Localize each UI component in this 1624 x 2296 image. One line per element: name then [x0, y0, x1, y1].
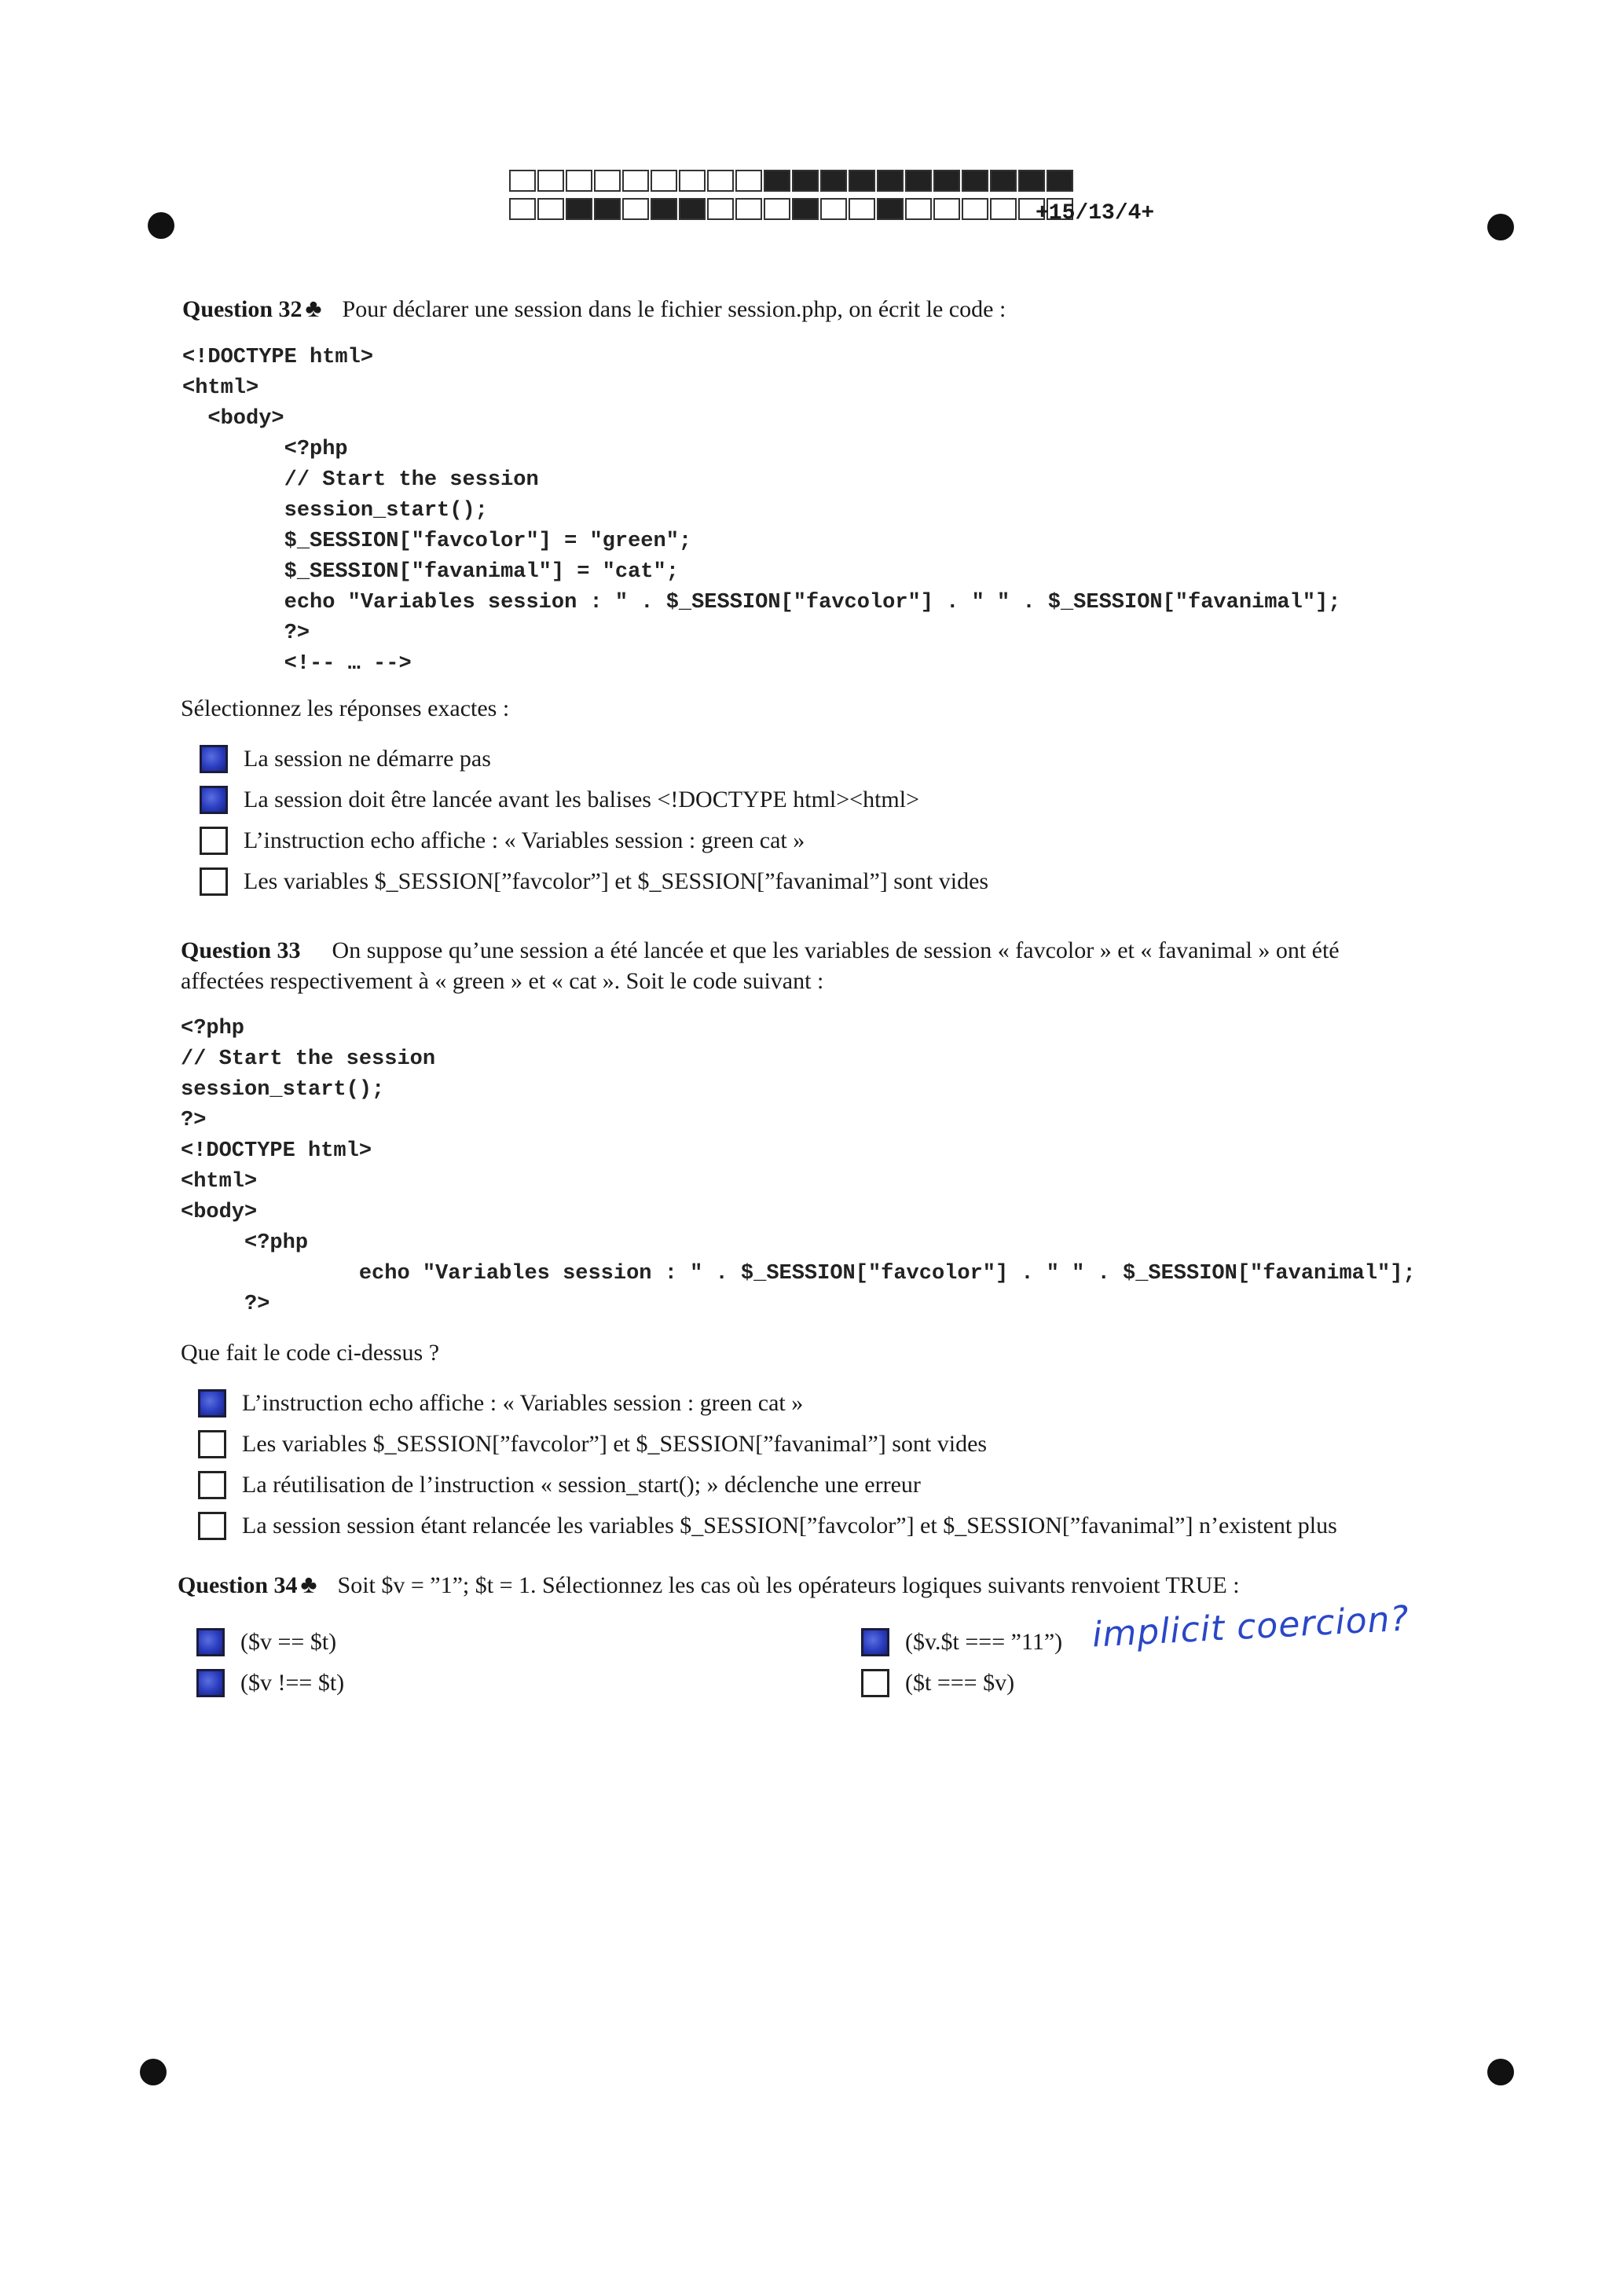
barcode-cell [622, 198, 649, 220]
barcode-cell [764, 198, 790, 220]
club-icon: ♣ [305, 294, 322, 322]
option-label: La session doit être lancée avant les balises <!DOCTYPE html><html> [244, 787, 919, 812]
barcode-cell [1047, 170, 1073, 192]
option-label: La session ne démarre pas [244, 746, 491, 772]
barcode-cell [1018, 170, 1045, 192]
checkbox[interactable] [196, 1628, 225, 1656]
barcode-cell [849, 198, 875, 220]
barcode-cell [566, 170, 592, 192]
q33-option-2[interactable] [198, 1427, 987, 1462]
barcode-row-2 [509, 198, 1075, 220]
question-32-header [182, 292, 1006, 325]
barcode-cell [509, 198, 536, 220]
q34-option-2[interactable] [196, 1666, 344, 1700]
q33-option-3[interactable] [198, 1468, 921, 1502]
q32-option-3[interactable] [200, 823, 805, 858]
barcode-cell [849, 170, 875, 192]
checkbox[interactable] [200, 867, 228, 896]
barcode-cell [990, 170, 1017, 192]
question-32-text: Pour déclarer une session dans le fichier session.php, on écrit le code : [342, 296, 1006, 322]
barcode-cell [537, 198, 564, 220]
q33-option-4[interactable] [198, 1509, 1337, 1543]
barcode-cell [820, 170, 847, 192]
barcode-cell [933, 198, 960, 220]
checkbox[interactable] [861, 1628, 889, 1656]
checkbox[interactable] [200, 745, 228, 773]
barcode-cell [962, 198, 988, 220]
option-label: Les variables $_SESSION[”favcolor”] et $_SESSION[”favanimal”] sont vides [244, 868, 989, 894]
option-label: ($v == $t) [240, 1629, 337, 1655]
barcode-cell [962, 170, 988, 192]
question-32-prompt: Sélectionnez les réponses exactes : [181, 695, 510, 721]
option-label: Les variables $_SESSION[”favcolor”] et $_SESSION[”favanimal”] sont vides [242, 1431, 988, 1457]
barcode-cell [537, 170, 564, 192]
registration-dot-top-left [148, 212, 174, 239]
barcode-cell [622, 170, 649, 192]
checkbox[interactable] [198, 1430, 226, 1458]
q32-option-1[interactable] [200, 742, 491, 776]
option-label: L’instruction echo affiche : « Variables session : green cat » [244, 827, 805, 853]
barcode-cell [820, 198, 847, 220]
question-33-header [181, 935, 1340, 966]
barcode-cell [792, 198, 819, 220]
barcode-cell [877, 198, 904, 220]
barcode-cell [679, 170, 706, 192]
q34-option-1[interactable] [196, 1625, 336, 1660]
club-icon: ♣ [300, 1570, 317, 1598]
barcode-cell [764, 170, 790, 192]
checkbox[interactable] [861, 1669, 889, 1697]
q34-option-3[interactable] [861, 1625, 1062, 1660]
handwritten-note: implicit coercion? [1091, 1598, 1411, 1656]
question-32-code: <!DOCTYPE html> <html> <body> <?php // Start the session session_start(); $_SESSION["favcolor"] = "green"; $_SESSION["favanimal"] = "cat"; echo "Variables session : " . $_SESSION["favcolor"] . " " . $_SESSION["favanimal"]; ?> <!-- … --> [182, 346, 1341, 676]
q32-option-4[interactable] [200, 864, 988, 899]
barcode-cell [566, 198, 592, 220]
page-code: +15/13/4+ [1036, 201, 1155, 226]
option-label: La réutilisation de l’instruction « session_start(); » déclenche une erreur [242, 1472, 921, 1498]
question-33-text-line2: affectées respectivement à « green » et « cat ». Soit le code suivant : [181, 968, 824, 994]
barcode-cell [905, 198, 932, 220]
option-label: ($t === $v) [905, 1670, 1015, 1696]
checkbox[interactable] [198, 1512, 226, 1540]
option-label: L’instruction echo affiche : « Variables session : green cat » [242, 1390, 804, 1416]
barcode-cell [594, 198, 621, 220]
question-33-text-line1: On suppose qu’une session a été lancée et que les variables de session « favcolor » et « favanimal » ont été [332, 937, 1340, 963]
barcode-cell [651, 198, 677, 220]
barcode-row-1 [509, 170, 1075, 192]
barcode-cell [735, 170, 762, 192]
question-33-prompt: Que fait le code ci-dessus ? [181, 1340, 440, 1366]
barcode-cell [594, 170, 621, 192]
question-34-text: Soit $v = ”1”; $t = 1. Sélectionnez les cas où les opérateurs logiques suivants renvoient TRUE : [337, 1572, 1240, 1598]
question-32-label: Question 32 [182, 296, 302, 322]
barcode-cell [990, 198, 1017, 220]
question-34-header [178, 1568, 1240, 1601]
question-34-label: Question 34 [178, 1572, 298, 1598]
registration-dot-top-right [1487, 214, 1514, 240]
barcode-cell [651, 170, 677, 192]
question-33-label: Question 33 [181, 937, 301, 963]
barcode-cell [509, 170, 536, 192]
checkbox[interactable] [200, 786, 228, 814]
option-label: La session session étant relancée les variables $_SESSION[”favcolor”] et $_SESSION[”favanimal”] n’existent plus [242, 1513, 1337, 1539]
checkbox[interactable] [200, 827, 228, 855]
q33-option-1[interactable] [198, 1386, 803, 1421]
checkbox[interactable] [196, 1669, 225, 1697]
question-33-code: <?php // Start the session session_start(); ?> <!DOCTYPE html> <html> <body> <?php echo "Variables session : " . $_SESSION["favcolor"] . " " . $_SESSION["favanimal"]; ?> [181, 1017, 1416, 1316]
barcode-cell [905, 170, 932, 192]
barcode-cell [679, 198, 706, 220]
barcode-cell [933, 170, 960, 192]
q34-option-4[interactable] [861, 1666, 1014, 1700]
barcode-cell [792, 170, 819, 192]
barcode-cell [707, 198, 734, 220]
registration-dot-bottom-right [1487, 2059, 1514, 2085]
checkbox[interactable] [198, 1471, 226, 1499]
registration-dot-bottom-left [140, 2059, 167, 2085]
barcode-cell [877, 170, 904, 192]
barcode-cell [707, 170, 734, 192]
checkbox[interactable] [198, 1389, 226, 1418]
q32-option-2[interactable] [200, 783, 919, 817]
option-label: ($v !== $t) [240, 1670, 345, 1696]
barcode-cell [735, 198, 762, 220]
option-label: ($v.$t === ”11”) [905, 1629, 1063, 1655]
